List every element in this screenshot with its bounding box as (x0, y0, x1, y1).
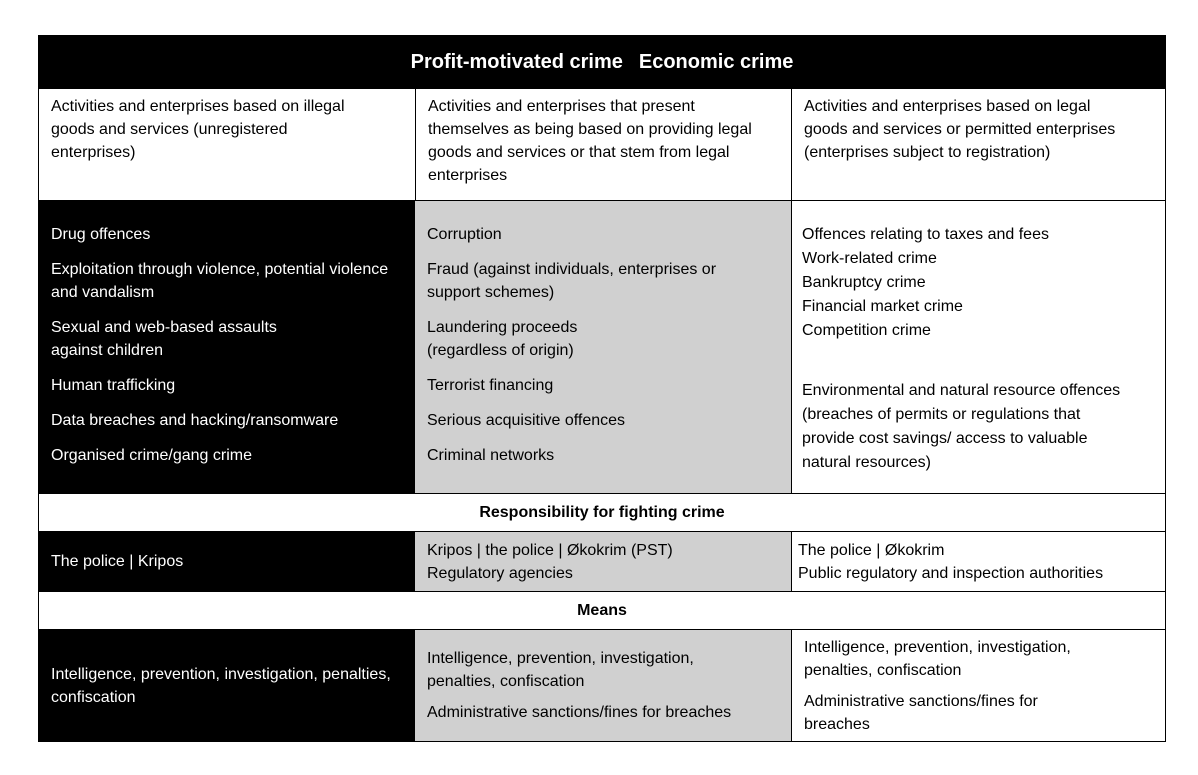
means-text: Administrative sanctions/fines for breaches (804, 692, 1038, 733)
category-legal-text: Activities and enterprises based on legal goods and services or permitted enterprises (enterprises subject to registration) (804, 98, 1116, 161)
crime-item: Sexual and web-based assaults against children (51, 319, 277, 359)
crime-item: Work-related crime (802, 250, 937, 267)
crime-item: Competition crime (802, 322, 931, 339)
crime-item: Corruption (427, 226, 502, 243)
responsibility-text: The police | Økokrim (798, 541, 945, 559)
crime-item: Financial market crime (802, 298, 963, 315)
responsibility-heading: Responsibility for fighting crime (39, 493, 1165, 531)
responsibility-text: Public regulatory and inspection authorities (798, 564, 1104, 582)
category-legal (791, 89, 1165, 200)
category-presented-legal-text: Activities and enterprises that present themselves as being based on providing legal goods and services or that stem from legal enterprises (428, 98, 752, 184)
crime-item: Serious acquisitive offences (427, 412, 626, 429)
crime-item: Bankruptcy crime (802, 274, 926, 291)
crimes-legal (791, 200, 1165, 493)
crime-item: Criminal networks (427, 447, 555, 464)
category-illegal-text: Activities and enterprises based on illegal goods and services (unregistered enterprises) (51, 98, 345, 161)
crime-item: Organised crime/gang crime (51, 447, 252, 464)
crime-item: Exploitation through violence, potential violence and vandalism (51, 261, 389, 301)
means-text: Intelligence, prevention, investigation, penalties, confiscation (427, 650, 694, 690)
crime-item: Offences relating to taxes and fees (802, 226, 1049, 243)
responsibility-legal (791, 531, 1165, 591)
means-legal (791, 629, 1165, 741)
crimes-presented-legal (415, 200, 791, 493)
table-title (39, 36, 1165, 89)
category-presented-legal (415, 89, 791, 200)
crimes-illegal (39, 200, 415, 493)
title-profit-motivated: Profit-motivated crime (410, 51, 623, 73)
crime-item: Laundering proceeds (regardless of origin) (427, 319, 578, 359)
means-text: Intelligence, prevention, investigation, penalties, confiscation (51, 665, 391, 706)
crime-item: Terrorist financing (427, 377, 554, 394)
crime-item: Human trafficking (51, 377, 176, 394)
means-heading: Means (39, 591, 1165, 629)
means-presented-legal (415, 629, 791, 741)
crime-item: Fraud (against individuals, enterprises or support schemes) (427, 261, 717, 301)
means-text: Intelligence, prevention, investigation, penalties, confiscation (804, 638, 1071, 679)
responsibility-presented-legal (415, 531, 791, 591)
means-illegal (39, 629, 415, 741)
crime-item: Data breaches and hacking/ransomware (51, 412, 339, 429)
crime-classification-table (38, 35, 1166, 742)
category-illegal (39, 89, 415, 200)
responsibility-text: Regulatory agencies (427, 564, 573, 582)
responsibility-text: Kripos | the police | Økokrim (PST) (427, 541, 673, 559)
title-economic: Economic crime (638, 51, 794, 73)
responsibility-illegal (39, 531, 415, 591)
crime-item: Drug offences (51, 226, 151, 243)
crime-item-environmental: Environmental and natural resource offences (breaches of permits or regulations that provide cost savings/ access to valuable natural resources) (802, 382, 1121, 471)
means-text: Administrative sanctions/fines for breaches (427, 704, 732, 721)
responsibility-text: The police | Kripos (51, 553, 184, 570)
